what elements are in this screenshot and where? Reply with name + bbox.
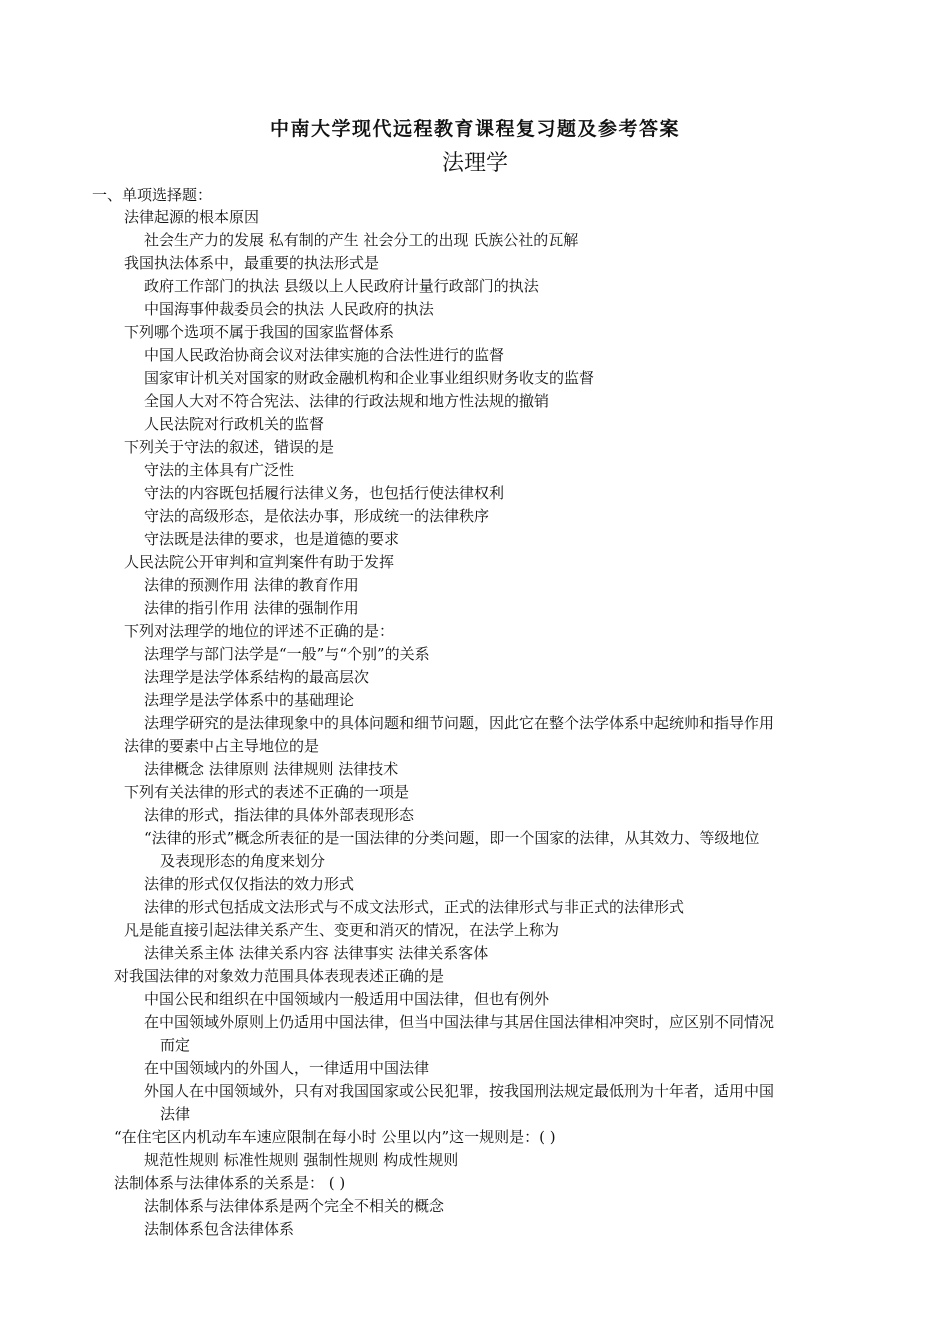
question-options: 中国海事仲裁委员会的执法 人民政府的执法	[144, 300, 434, 318]
question-option: 全国人大对不符合宪法、法律的行政法规和地方性法规的撤销	[144, 392, 550, 410]
question-option: 法律的形式包括成文法形式与不成文法形式，正式的法律形式与非正式的法律形式	[144, 898, 685, 916]
question-text: 人民法院公开审判和宣判案件有助于发挥	[124, 553, 395, 571]
question-text: 法律起源的根本原因	[124, 208, 260, 226]
question-option: 法制体系与法律体系是两个完全不相关的概念	[144, 1197, 445, 1215]
question-option: 法理学是法学体系中的基础理论	[144, 691, 355, 709]
question-option: 外国人在中国领域外，只有对我国国家或公民犯罪，按我国刑法规定最低刑为十年者，适用中国	[144, 1082, 775, 1100]
question-option: 在中国领域内的外国人，一律适用中国法律	[144, 1059, 430, 1077]
question-option: 法律的形式，指法律的具体外部表现形态	[144, 806, 415, 824]
question-text: 下列关于守法的叙述，错误的是	[124, 438, 335, 456]
subject-title: 法理学	[441, 151, 508, 176]
question-option: 法理学与部门法学是“一般”与“个别”的关系	[144, 645, 430, 663]
question-text: 下列对法理学的地位的评述不正确的是：	[124, 622, 395, 640]
question-option: 守法既是法律的要求，也是道德的要求	[144, 530, 400, 548]
question-option: 法理学是法学体系结构的最高层次	[144, 668, 370, 686]
question-option: 人民法院对行政机关的监督	[144, 415, 325, 433]
question-options: 法律关系主体 法律关系内容 法律事实 法律关系客体	[144, 944, 489, 962]
section-heading: 一、单项选择题：	[92, 186, 213, 204]
question-option-continued: 而定	[160, 1036, 191, 1054]
question-text: 法制体系与法律体系的关系是： ( )	[114, 1174, 346, 1192]
question-options: 社会生产力的发展 私有制的产生 社会分工的出现 氏族公社的瓦解	[144, 231, 579, 249]
question-options: 法律概念 法律原则 法律规则 法律技术	[144, 760, 399, 778]
question-option: 中国人民政治协商会议对法律实施的合法性进行的监督	[144, 346, 505, 364]
question-option: 法律的形式仅仅指法的效力形式	[144, 875, 355, 893]
question-option: 国家审计机关对国家的财政金融机构和企业事业组织财务收支的监督	[144, 369, 595, 387]
question-option-continued: 法律	[160, 1105, 191, 1123]
question-text: 下列哪个选项不属于我国的国家监督体系	[124, 323, 395, 341]
question-text: 法律的要素中占主导地位的是	[124, 737, 320, 755]
question-text: “在住宅区内机动车车速应限制在每小时 公里以内”这一规则是：( )	[114, 1128, 556, 1146]
question-text: 我国执法体系中，最重要的执法形式是	[124, 254, 380, 272]
question-text: 凡是能直接引起法律关系产生、变更和消灭的情况，在法学上称为	[124, 921, 560, 939]
question-option: 守法的高级形态，是依法办事，形成统一的法律秩序	[144, 507, 490, 525]
question-option: 中国公民和组织在中国领域内一般适用中国法律，但也有例外	[144, 990, 550, 1008]
question-option: 法理学研究的是法律现象中的具体问题和细节问题，因此它在整个法学体系中起统帅和指导作用	[144, 714, 775, 732]
question-options: 规范性规则 标准性规则 强制性规则 构成性规则	[144, 1151, 459, 1169]
question-option: 在中国领域外原则上仍适用中国法律，但当中国法律与其居住国法律相冲突时，应区别不同情况	[144, 1013, 775, 1031]
question-text: 对我国法律的对象效力范围具体表现表述正确的是	[114, 967, 445, 985]
question-options: 政府工作部门的执法 县级以上人民政府计量行政部门的执法	[144, 277, 539, 295]
question-option: 守法的主体具有广泛性	[144, 461, 295, 479]
document-title: 中南大学现代远程教育课程复习题及参考答案	[269, 118, 680, 140]
question-options: 法律的预测作用 法律的教育作用	[144, 576, 359, 594]
question-options: 法律的指引作用 法律的强制作用	[144, 599, 359, 617]
question-option: 法制体系包含法律体系	[144, 1220, 295, 1238]
question-option: “法律的形式”概念所表征的是一国法律的分类问题，即一个国家的法律，从其效力、等级地位	[144, 829, 760, 847]
question-option-continued: 及表现形态的角度来划分	[160, 852, 326, 870]
question-text: 下列有关法律的形式的表述不正确的一项是	[124, 783, 410, 801]
question-option: 守法的内容既包括履行法律义务，也包括行使法律权利	[144, 484, 505, 502]
